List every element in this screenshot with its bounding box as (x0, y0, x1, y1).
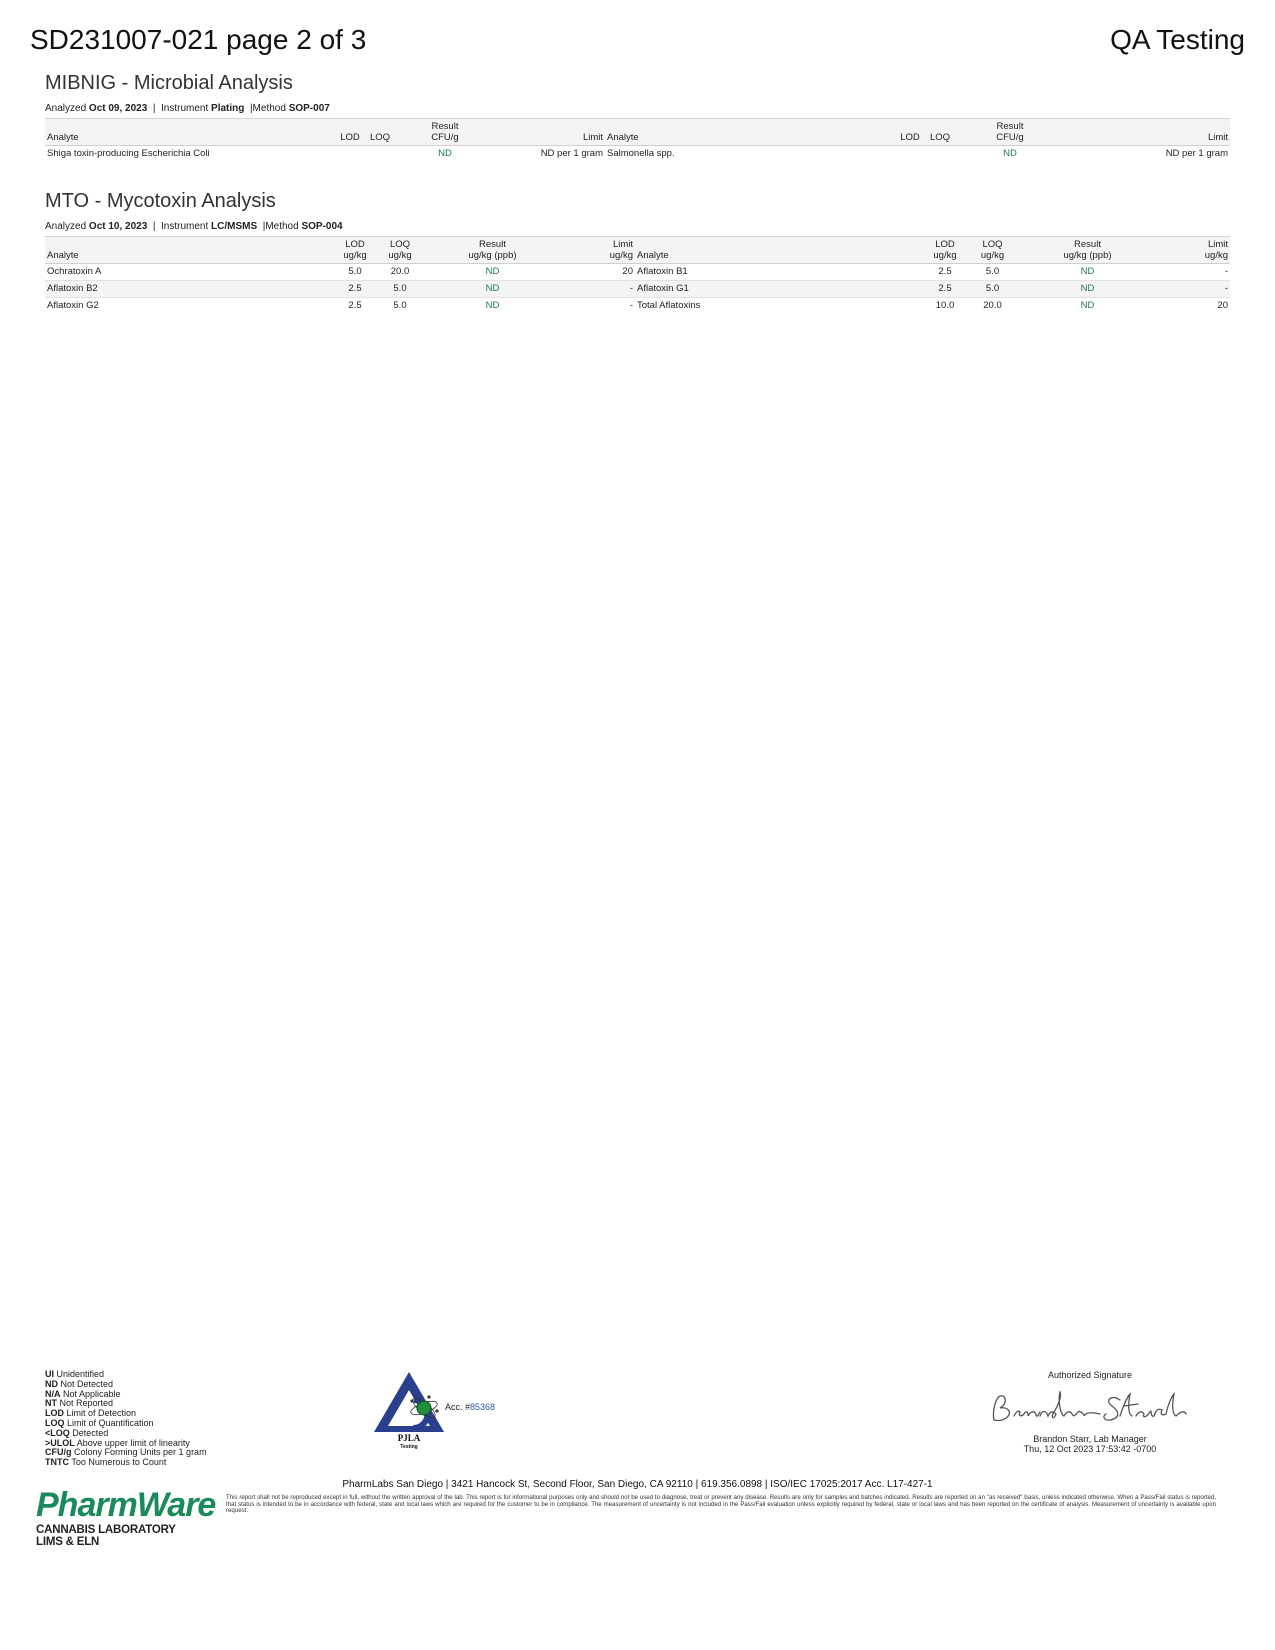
pharmware-logo (36, 1486, 216, 1548)
section-title: MTO - Mycotoxin Analysis (45, 190, 276, 212)
signer-name: Brandon Starr, Lab Manager (1033, 1434, 1147, 1444)
abbreviation-legend (45, 1370, 207, 1468)
signature-title: Authorized Signature (1047, 1370, 1133, 1380)
accreditation-number: Acc. #85368 (445, 1402, 496, 1412)
logo-main-text: PharmWare (36, 1486, 216, 1524)
lab-address: PharmLabs San Diego | 3421 Hancock St, Second Floor, San Diego, CA 92110 | 619.356.0898 | ISO/IEC 17025:2017 Acc. L17-427-1 (342, 1479, 933, 1490)
microbial-table (45, 118, 1230, 162)
legend-item: LOQ Limit of Quantification (45, 1417, 154, 1428)
mycotoxin-section (45, 190, 1230, 314)
microbial-section (45, 72, 1230, 162)
signature-date: Thu, 12 Oct 2023 17:53:42 -0700 (1023, 1444, 1157, 1454)
logo-sub-text: CANNABIS LABORATORY LIMS & ELN (36, 1524, 176, 1548)
brand-name: QA Testing (1110, 24, 1245, 55)
page-title: SD231007-021 page 2 of 3 (30, 24, 367, 55)
disclaimer-text: This report shall not be reproduced except in full, without the written approval of the lab. This report is for informational purposes only and should not be used to diagnose, treat or prevent any disease. Results are only for samples and batches indicated. Results are reported on an "as received" basis, unless indicated otherwise. When a Pass/Fail status is reported, that status is intended to be in accordance with federal, state and local laws which are required for the customer to be in compliance. The measurement of uncertainty is not included in the Pass/Fail evaluation unless explicitly required by federal, state or local laws and has been reported on the certificate of analysis. Measurement of uncertainty is available upon request. (226, 1494, 1216, 1515)
table-row: Aflatoxin B2 2.5 5.0 ND - Aflatoxin G1 2.5 5.0 ND - (45, 281, 1230, 298)
analysis-meta: Analyzed Oct 09, 2023 | Instrument Plating |Method SOP-007 (45, 103, 330, 114)
table-header-row: Analyte LOD LOQ Result CFU/g Limit Analyte LOD LOQ Result CFU/g Limit (45, 119, 1230, 146)
handwritten-signature (980, 1386, 1200, 1432)
table-row: Ochratoxin A 5.0 20.0 ND 20 Aflatoxin B1 2.5 5.0 ND - (45, 264, 1230, 281)
mycotoxin-table (45, 236, 1230, 314)
legend-item: LOD Limit of Detection (45, 1408, 137, 1419)
table-header-row: Analyte LOD ug/kg LOQ ug/kg Result ug/kg (ppb) Limit ug/kg Analyte LOD ug/kg LOQ ug/kg Result ug/kg (ppb) Limit ug/kg (45, 237, 1230, 264)
legend-item: N/A Not Applicable (45, 1388, 121, 1399)
legend-item: ND Not Detected (45, 1378, 114, 1389)
table-row: Aflatoxin G2 2.5 5.0 ND - Total Aflatoxins 10.0 20.0 ND 20 (47, 300, 1228, 311)
legend-item: <LOQ Detected (45, 1427, 109, 1438)
legend-item: CFU/g Colony Forming Units per 1 gram (45, 1447, 207, 1458)
legend-item: >ULOL Above upper limit of linearity (45, 1437, 190, 1448)
legend-item: UI Unidentified (45, 1369, 105, 1379)
pjla-sub-text: Testing (400, 1444, 418, 1450)
pjla-text: PJLA (397, 1433, 421, 1443)
section-title: MIBNIG - Microbial Analysis (45, 72, 293, 94)
table-row: Shiga toxin-producing Escherichia Coli ND ND per 1 gram Salmonella spp. ND ND per 1 gram (47, 148, 1228, 159)
analysis-meta: Analyzed Oct 10, 2023 | Instrument LC/MSMS |Method SOP-004 (45, 221, 343, 232)
signature-block (960, 1370, 1220, 1454)
legend-item: TNTC Too Numerous to Count (45, 1457, 167, 1468)
legend-item: NT Not Reported (45, 1398, 114, 1409)
